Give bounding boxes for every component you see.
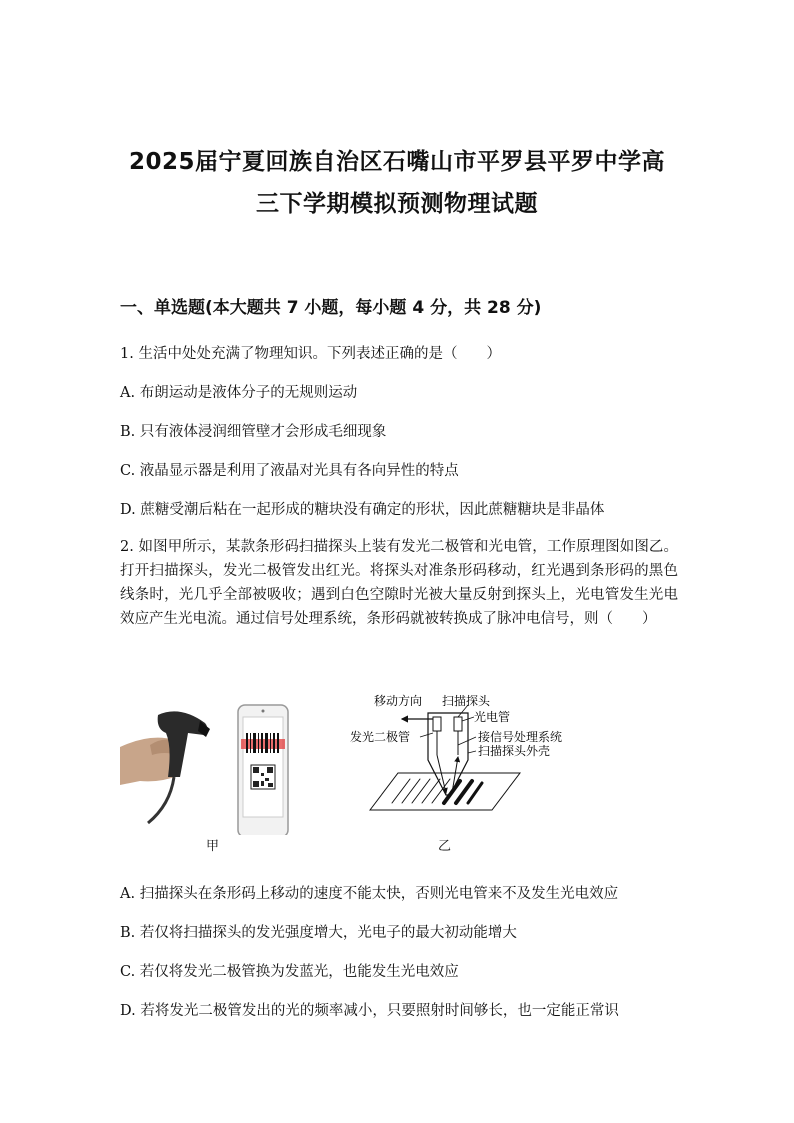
question-2-option-b: B. 若仅将扫描探头的发光强度增大，光电子的最大初动能增大	[120, 925, 517, 941]
question-2-option-c: C. 若仅将发光二极管换为发蓝光，也能发生光电效应	[120, 964, 459, 980]
label-phototube: 光电管	[474, 710, 511, 724]
question-1-stem: 1. 生活中处处充满了物理知识。下列表述正确的是（ ）	[120, 346, 501, 362]
question-1-option-a: A. 布朗运动是液体分子的无规则运动	[120, 385, 358, 401]
question-2-option-a: A. 扫描探头在条形码上移动的速度不能太快，否则光电管来不及发生光电效应	[120, 886, 619, 902]
figure-caption-jia: 甲	[206, 839, 220, 854]
question-1-option-c: C. 液晶显示器是利用了液晶对光具有各向异性的特点	[120, 463, 459, 479]
question-1-option-d: D. 蔗糖受潮后粘在一起形成的糖块没有确定的形状，因此蔗糖糖块是非晶体	[120, 502, 605, 518]
label-probe-shell: 扫描探头外壳	[478, 744, 551, 758]
figure-caption-yi: 乙	[438, 839, 452, 854]
question-2-stem: 2. 如图甲所示，某款条形码扫描探头上装有发光二极管和光电管，工作原理图如图乙。打开扫描探头，发光二极管发出红光。将探头对准条形码移动，红光遇到条形码的黑色线条时，光几乎全部被吸收；遇到白色空隙时光被大量反射到探头上，光电管发生光电效应产生光电流。通过信号处理系统，条形码就被转换成了脉冲电信号，则（ ）	[120, 539, 678, 627]
document-title-line-1: 2025届宁夏回族自治区石嘴山市平罗县平罗中学高	[128, 149, 665, 175]
label-probe: 扫描探头	[442, 694, 491, 708]
label-signal-system: 接信号处理系统	[478, 730, 563, 744]
question-2-option-d: D. 若将发光二极管发出的光的频率减小，只要照射时间够长，也一定能正常识	[120, 1003, 619, 1019]
question-1-option-b: B. 只有液体浸润细管壁才会形成毛细现象	[120, 424, 387, 440]
scanner-photo	[120, 685, 300, 835]
label-move-direction: 移动方向	[374, 694, 423, 708]
question-2-figure	[120, 685, 680, 855]
document-title-line-2: 三下学期模拟预测物理试题	[256, 191, 538, 217]
label-led: 发光二极管	[350, 730, 411, 744]
scanner-principle-diagram	[340, 685, 680, 855]
section-heading: 一、单选题(本大题共 7 小题，每小题 4 分，共 28 分)	[120, 298, 542, 318]
